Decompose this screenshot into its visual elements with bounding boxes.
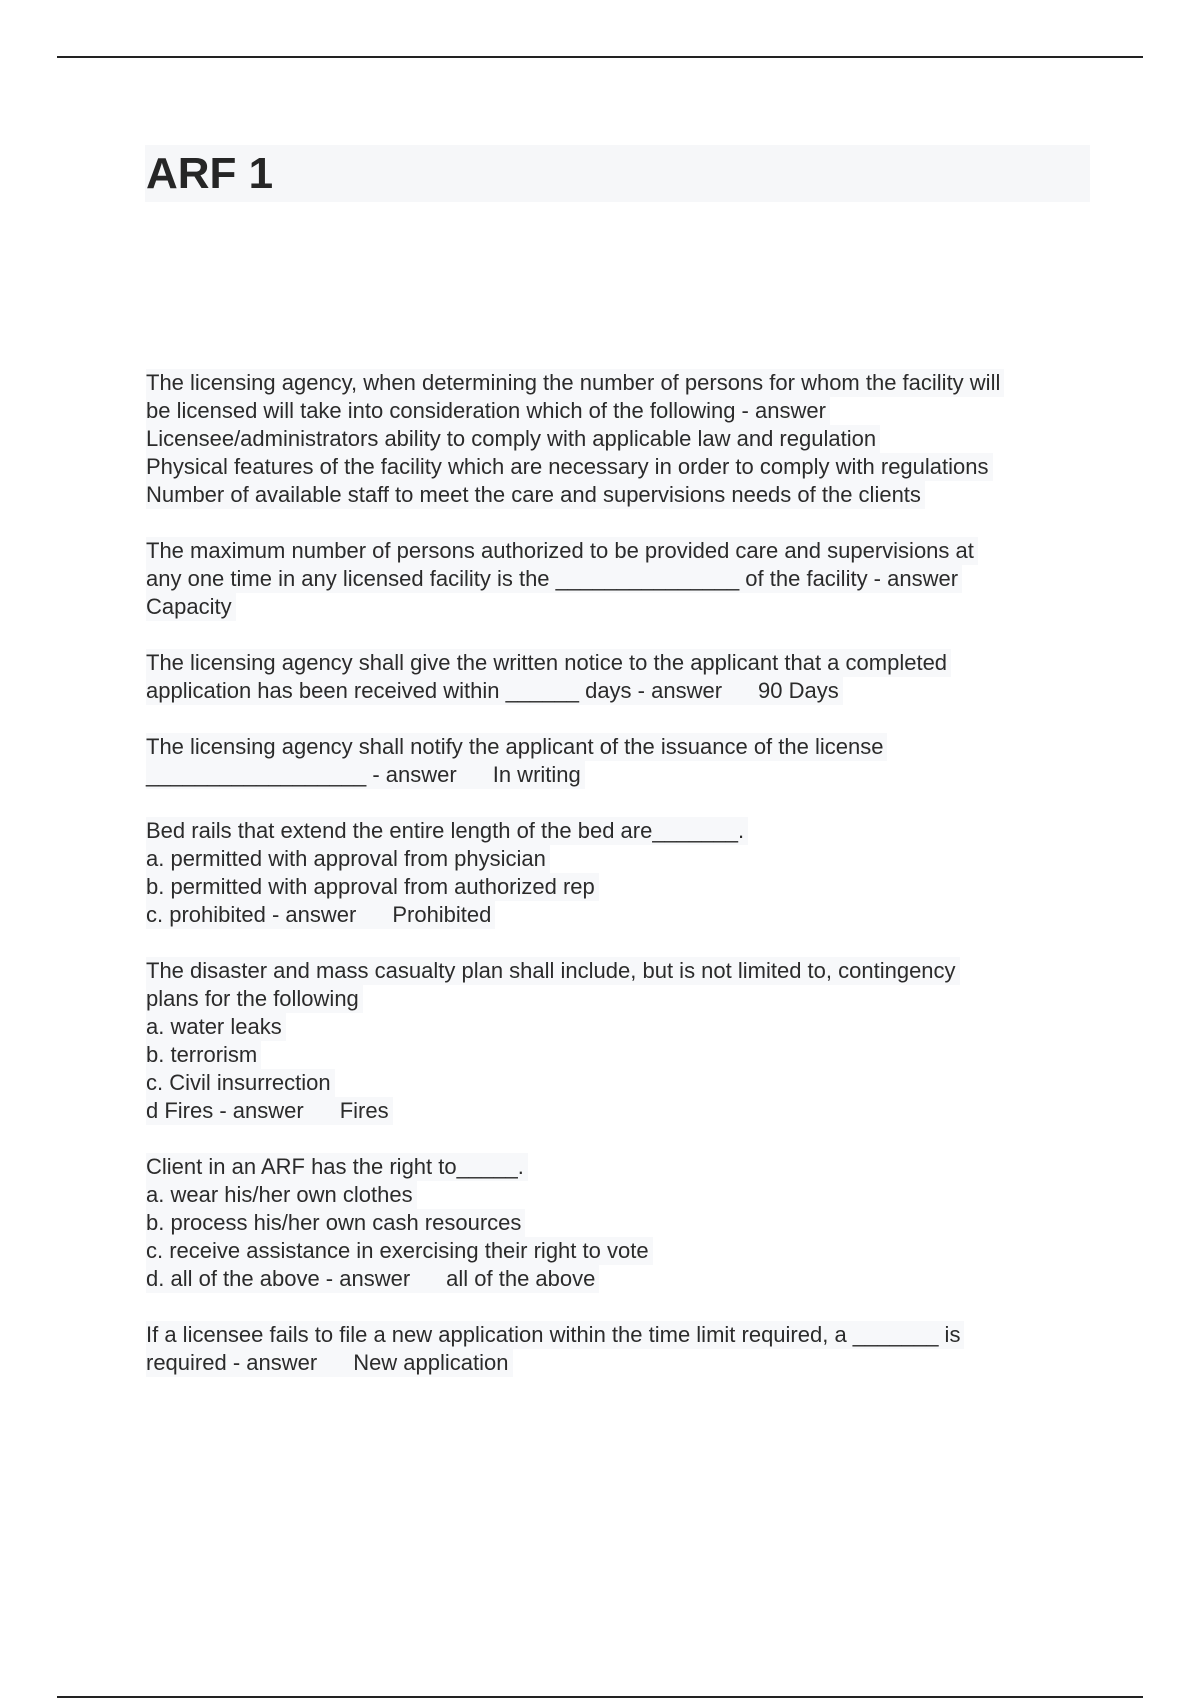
option-line: a. permitted with approval from physician <box>146 845 550 873</box>
answer-text: Fires <box>339 1098 389 1123</box>
top-rule <box>57 56 1143 58</box>
question-block <box>146 957 1106 1125</box>
question-answer-line <box>146 1265 599 1293</box>
question-line: The licensing agency, when determining the number of persons for whom the facility will <box>146 369 1004 397</box>
question-answer-line <box>146 677 843 705</box>
answer-text: In writing <box>492 762 581 787</box>
bottom-rule <box>57 1696 1143 1698</box>
document-title: ARF 1 <box>146 149 274 198</box>
question-block <box>146 733 1106 789</box>
answer-line: Physical features of the facility which are necessary in order to comply with regulations <box>146 453 993 481</box>
option-line: a. wear his/her own clothes <box>146 1181 417 1209</box>
question-list <box>146 369 1106 1405</box>
answer-line: Licensee/administrators ability to comply with applicable law and regulation <box>146 425 880 453</box>
question-block <box>146 1153 1106 1293</box>
question-line: plans for the following <box>146 985 363 1013</box>
option-line: c. Civil insurrection <box>146 1069 335 1097</box>
answer-line: Number of available staff to meet the care and supervisions needs of the clients <box>146 481 925 509</box>
answer-line: Capacity <box>146 593 236 621</box>
answer-text: Prohibited <box>392 902 492 927</box>
question-text: d. all of the above - answer <box>146 1266 411 1291</box>
question-answer-line <box>146 1097 393 1125</box>
answer-text: 90 Days <box>758 678 839 703</box>
option-line: a. water leaks <box>146 1013 286 1041</box>
question-block <box>146 537 1106 621</box>
question-line: Client in an ARF has the right to_____. <box>146 1153 528 1181</box>
question-text: __________________ - answer <box>146 762 457 787</box>
answer-text: New application <box>353 1350 509 1375</box>
title-highlight <box>145 145 1090 202</box>
question-text: required - answer <box>146 1350 318 1375</box>
question-answer-line <box>146 761 585 789</box>
option-line: c. receive assistance in exercising their right to vote <box>146 1237 653 1265</box>
question-answer-line <box>146 1349 513 1377</box>
option-line: b. permitted with approval from authorized rep <box>146 873 599 901</box>
question-answer-line <box>146 901 495 929</box>
question-line: The licensing agency shall notify the applicant of the issuance of the license <box>146 733 887 761</box>
question-line: be licensed will take into consideration which of the following - answer <box>146 397 830 425</box>
question-block <box>146 369 1106 509</box>
question-line: The licensing agency shall give the written notice to the applicant that a completed <box>146 649 951 677</box>
question-block <box>146 649 1106 705</box>
question-text: c. prohibited - answer <box>146 902 357 927</box>
option-line: b. terrorism <box>146 1041 261 1069</box>
question-text: d Fires - answer <box>146 1098 304 1123</box>
question-line: The disaster and mass casualty plan shall include, but is not limited to, contingency <box>146 957 960 985</box>
answer-text: all of the above <box>446 1266 596 1291</box>
question-line: any one time in any licensed facility is the _______________ of the facility - answer <box>146 565 962 593</box>
question-line: The maximum number of persons authorized to be provided care and supervisions at <box>146 537 978 565</box>
question-text: application has been received within ______ days - answer <box>146 678 723 703</box>
question-block <box>146 817 1106 929</box>
question-block <box>146 1321 1106 1377</box>
question-line: Bed rails that extend the entire length of the bed are_______. <box>146 817 748 845</box>
question-line: If a licensee fails to file a new application within the time limit required, a _______ is <box>146 1321 964 1349</box>
option-line: b. process his/her own cash resources <box>146 1209 525 1237</box>
